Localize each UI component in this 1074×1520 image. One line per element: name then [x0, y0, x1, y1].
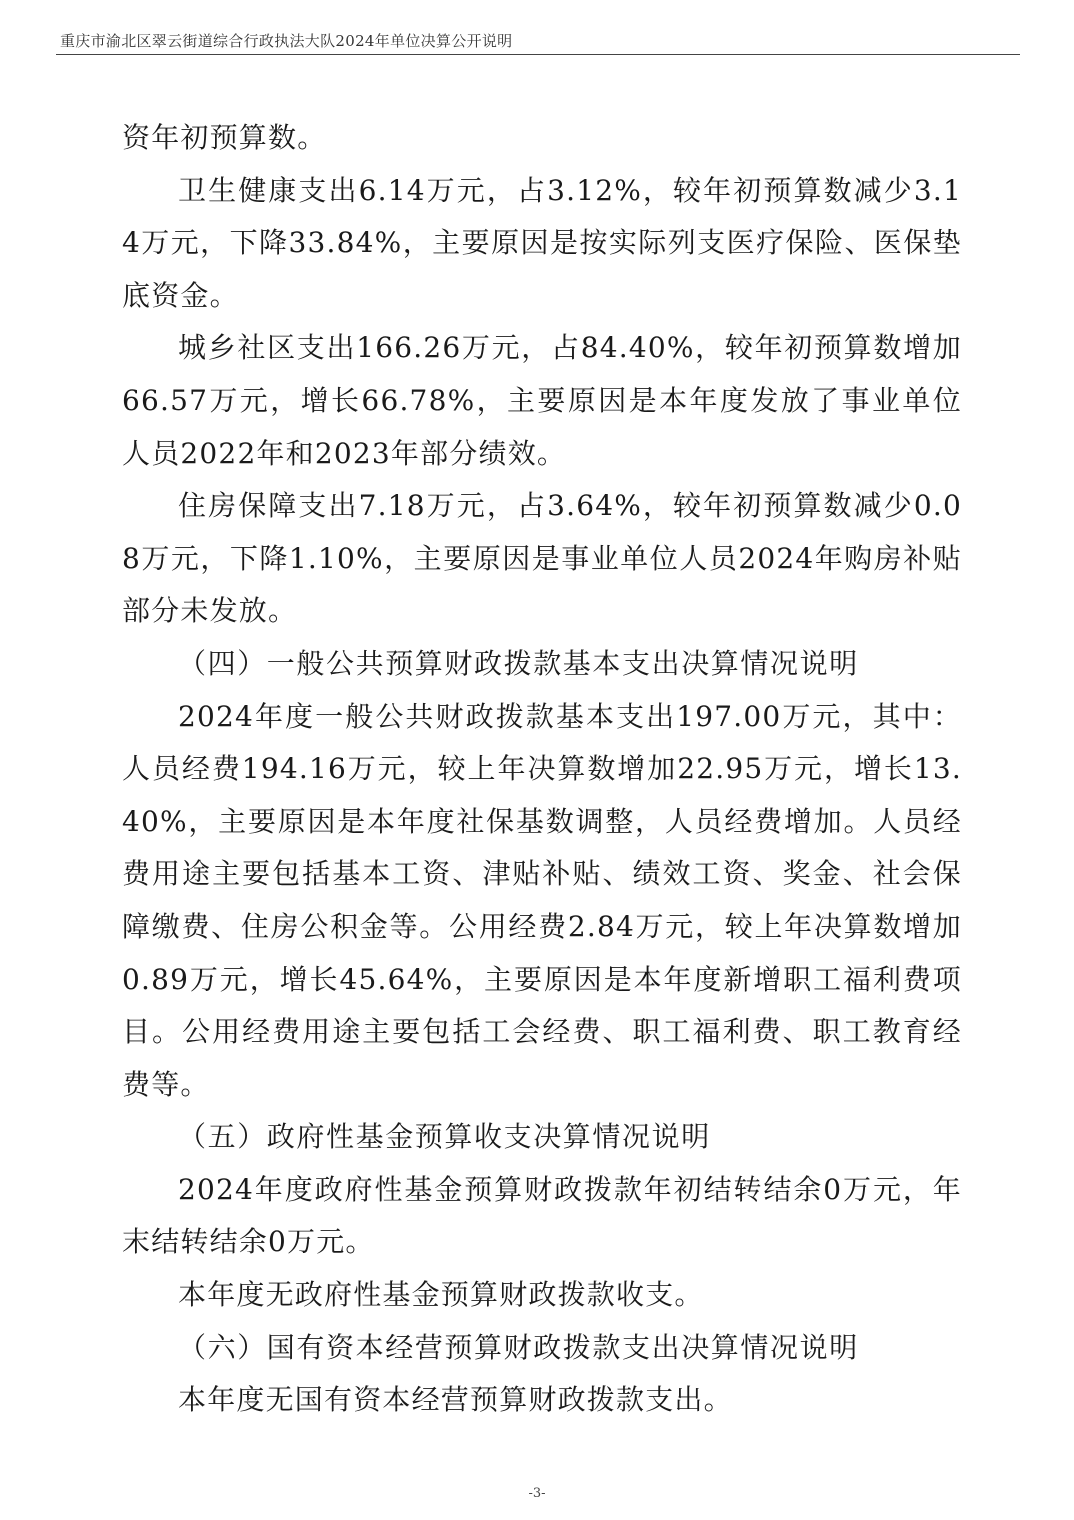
section-heading-six: （六）国有资本经营预算财政拨款支出决算情况说明 [178, 1330, 859, 1364]
paragraph-basic-expenditure: 2024年度一般公共财政拨款基本支出197.00万元，其中：人员经费194.16万元，较上年决算数增加22.95万元，增长13.40%，主要原因是本年度社保基数调整，人员经费增加。人员经费用途主要包括基本工资、津贴补贴、绩效工资、奖金、社会保障缴费、住房公积金等。公用经费2.84万元，较上年决算数增加0.89万元，增长45.64%，主要原因是本年度新增职工福利费项目。公用经费用途主要包括工会经费、职工福利费、职工教育经费等。 [122, 699, 962, 1101]
paragraph-community-expenditure: 城乡社区支出166.26万元，占84.40%，较年初预算数增加66.57万元，增长66.78%，主要原因是本年度发放了事业单位人员2022年和2023年部分绩效。 [122, 331, 962, 470]
section-heading-five: （五）政府性基金预算收支决算情况说明 [178, 1120, 711, 1154]
paragraph-housing-expenditure: 住房保障支出7.18万元，占3.64%，较年初预算数减少0.08万元，下降1.10%，主要原因是事业单位人员2024年购房补贴部分未发放。 [122, 489, 962, 628]
section-heading-four: （四）一般公共预算财政拨款基本支出决算情况说明 [178, 646, 859, 680]
paragraph-fund-none: 本年度无政府性基金预算财政拨款收支。 [178, 1278, 704, 1312]
paragraph-fund-balance: 2024年度政府性基金预算财政拨款年初结转结余0万元，年末结转结余0万元。 [122, 1172, 962, 1259]
page-number: -3- [528, 1486, 546, 1501]
paragraph-health-expenditure: 卫生健康支出6.14万元，占3.12%，较年初预算数减少3.14万元，下降33.84%，主要原因是按实际列支医疗保险、医保垫底资金。 [122, 173, 962, 312]
paragraph-capital-none: 本年度无国有资本经营预算财政拨款支出。 [178, 1383, 733, 1417]
paragraph-continued: 资年初预算数。 [122, 121, 327, 154]
header-divider [56, 54, 1020, 55]
running-header: 重庆市渝北区翠云街道综合行政执法大队2024年单位决算公开说明 [60, 32, 513, 50]
document-body [122, 112, 962, 1427]
